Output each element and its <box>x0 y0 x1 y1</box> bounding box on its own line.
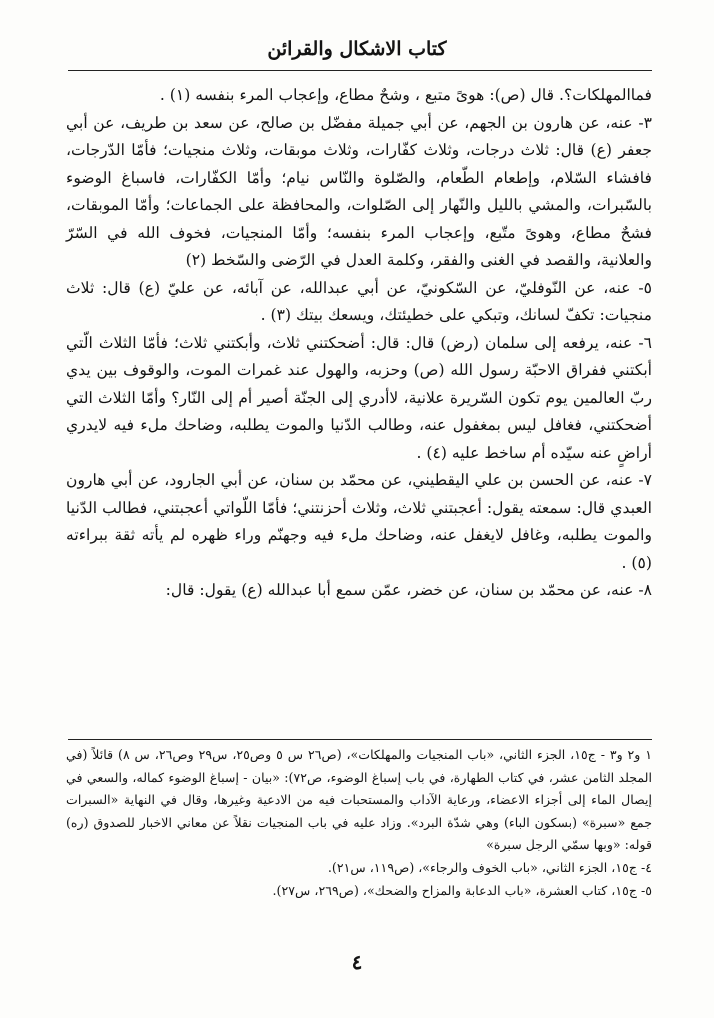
paragraph-hadith-6: ٦- عنه، يرفعه إلى سلمان (رض) قال: قال: أضحكتني ثلاث، وأبكتني ثلاث؛ فأمّا الثلاث الّتي أبكتني ففراق الاحبّة رسول الله (ص) وحزبه، والهول عند غمرات الموت، والوقوف بين يدي ربّ العالمين يوم تكون السّريرة علانية، لاأدري إلى الجنّة أصير أم إلى النّار؟ وأمّا الثلاث التي أضحكتني، فغافل ليس بمغفول عنه، وطالب الدّنيا والموت يطلبه، وضاحك ملء فيه لايدري أراضٍ عنه سيّده أم ساخط عليه (٤) . <box>66 333 652 462</box>
main-text <box>66 82 652 605</box>
paragraph-hadith-2-end: فماالمهلكات؟. قال (ص): هوىً متبع ، وشحٌ مطاع، وإعجاب المرء بنفسه (١) . <box>159 86 652 104</box>
footnote-divider <box>68 739 652 740</box>
paragraph-hadith-8-start: ٨- عنه، عن محمّد بن سنان، عن خضر، عمّن سمع أبا عبدالله (ع) يقول: قال: <box>165 581 652 599</box>
footnote-5: ٥- ج١٥، كتاب العشرة، «باب الدعابة والمزاح والضحك»، (ص٢٦٩، س٢٧). <box>272 882 652 898</box>
paragraph-hadith-3: ٣- عنه، عن هارون بن الجهم، عن أبي جميلة مفضّل بن صالح، عن سعد بن طريف، عن أبي جعفر (ع) قال: ثلاث درجات، وثلاث كفّارات، وثلاث موبقات، وثلاث منجيات؛ فأمّا الدّرجات، فافشاء السّلام، وإطعام الطّعام، والصّلوة والنّاس نيام؛ وأمّا الكفّارات، فاسباغ الوضوء بالسّبرات، والمشي بالليل والنّهار إلى الصّلوات، والمحافظة على الجماعات؛ وأمّا الموبقات، فشحٌ مطاع، وهوىً متّبع، وإعجاب المرء بنفسه؛ وأمّا المنجيات، فخوف الله في السّرّ والعلانية، والقصد في الغنى والفقر، وكلمة العدل في الرّضى والسّخط (٢) <box>66 113 652 269</box>
page-number: ٤ <box>351 950 363 974</box>
paragraph-hadith-5: ٥- عنه، عن النّوفليّ، عن السّكونيّ، عن أبي عبدالله، عن آبائه، عن عليّ (ع) قال: ثلاث منجيات: تكفّ لسانك، وتبكي على خطيئتك، ويسعك بيتك (٣) . <box>66 278 652 324</box>
paragraph-hadith-7: ٧- عنه، عن الحسن بن علي اليقطيني، عن محمّد بن سنان، عن أبي الجارود، عن أبي هارون العبدي قال: سمعته يقول: أعجبتني ثلاث، وثلاث أحزنتني؛ فأمّا اللّواتي أعجبتني، فطالب الدّنيا والموت يطلبه، وغافل لايغفل عنه، وضاحك ملء فيه وجهنّم وراء ظهره لم يأته ثقة ببراءته (٥) . <box>66 471 652 572</box>
footnote-4: ٤- ج١٥، الجزء الثاني، «باب الخوف والرجاء»، (ص١١٩، س٢١). <box>327 859 652 875</box>
footnotes <box>66 744 652 902</box>
footnote-1-2-3: ١ و٢ و٣ - ج١٥، الجزء الثاني، «باب المنجيات والمهلكات»، (ص٢٦ س ٥ وص٢٥، س٢٩ وص٢٦، س ٨) قائلاً (في المجلد الثامن عشر، في كتاب الطهارة، في باب إسباغ الوضوء، ص٧٢): «بيان - إسباغ الوضوء كماله، والسعي في إيصال الماء إلى أجزاء الاعضاء، ورعاية الآداب والمستحبات فيه من الادعية وغيرها، وقال في النهاية «السبرات جمع «سبرة» (بسكون الباء) وهي شدّة البرد». وزاد عليه في باب المنجيات نقلاً عن معاني الاخبار للصدوق (ره) قوله: «وبها سمّي الرجل سبرة» <box>66 747 652 853</box>
header-divider <box>68 70 652 71</box>
running-header-title: كتاب الاشكال والقرائن <box>267 38 447 60</box>
